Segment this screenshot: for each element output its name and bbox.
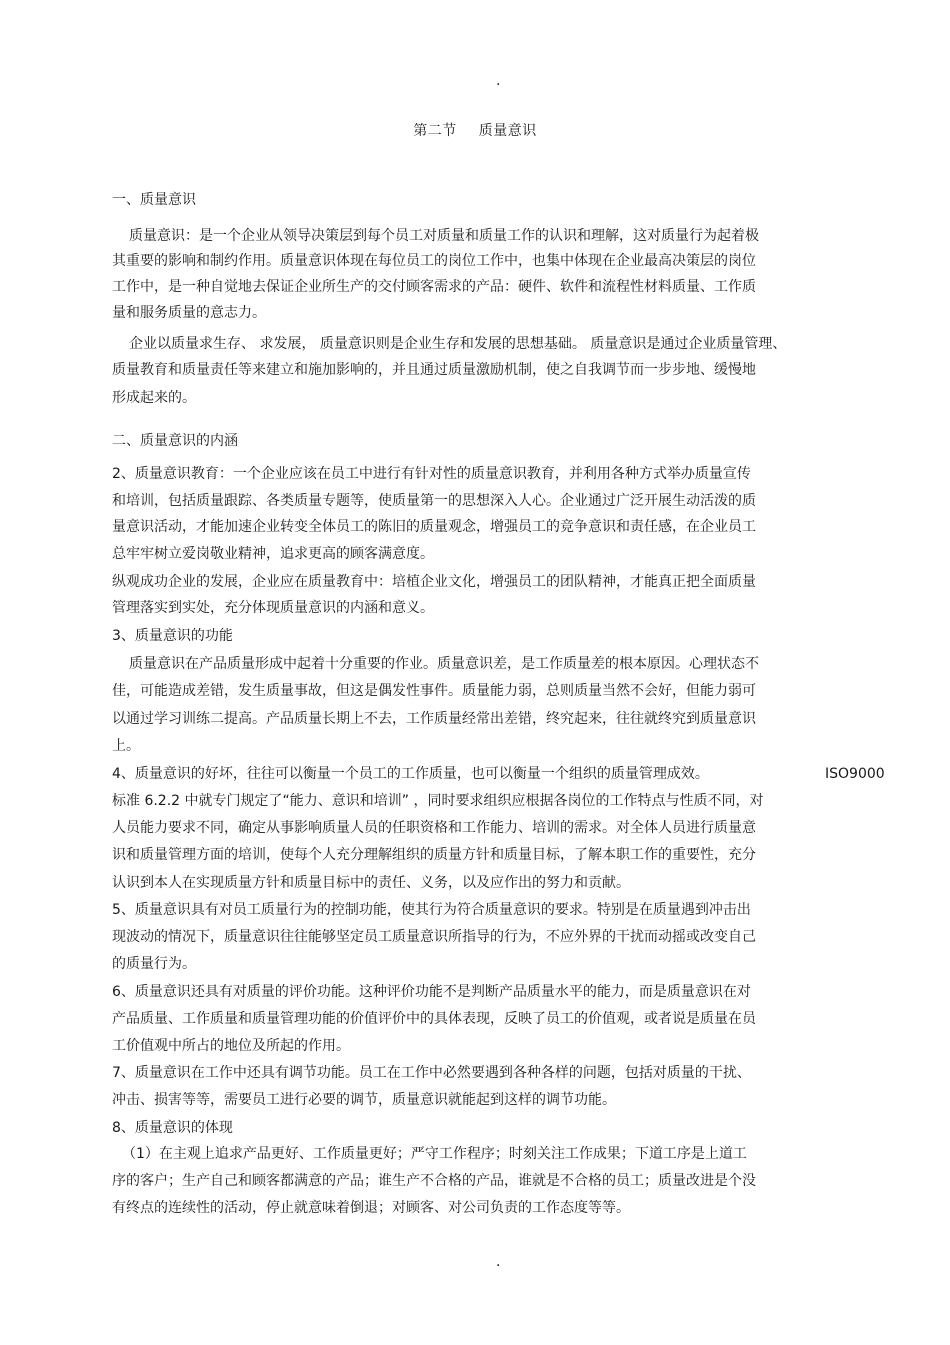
header-mark: . [496, 73, 501, 89]
iso-label: ISO9000 [825, 766, 885, 782]
paragraph-line: 6、质量意识还具有对质量的评价功能。这种评价功能不是判断产品质量水平的能力，而是质量意识在对 [112, 984, 751, 1000]
paragraph-line: 量意识活动，才能加速企业转变全体员工的陈旧的质量观念，增强员工的竞争意识和责任感，在企业员工 [112, 519, 756, 535]
heading-1: 一、质量意识 [112, 192, 196, 208]
paragraph-line: 形成起来的。 [112, 390, 196, 406]
paragraph-line: 质量教育和质量责任等来建立和施加影响的，并且通过质量激励机制，使之自我调节而一步步地、缓慢地 [112, 362, 756, 378]
section-title [0, 121, 950, 141]
paragraph-line: 以通过学习训练二提高。产品质量长期上不去，工作质量经常出差错，终究起来，往往就终究到质量意识 [112, 711, 756, 727]
paragraph-line: 5、质量意识具有对员工质量行为的控制功能，使其行为符合质量意识的要求。特别是在质量遇到冲击出 [112, 902, 751, 918]
paragraph-line: 工价值观中所占的地位及所起的作用。 [112, 1038, 350, 1054]
paragraph-line: 4、质量意识的好坏，往往可以衡量一个员工的工作质量，也可以衡量一个组织的质量管理成效。 [112, 766, 709, 782]
paragraph-line: 现波动的情况下，质量意识往往能够坚定员工质量意识所指导的行为，不应外界的干扰而动摇或改变自己 [112, 929, 756, 945]
footer-mark: . [496, 1254, 501, 1270]
paragraph-line: 人员能力要求不同，确定从事影响质量人员的任职资格和工作能力、培训的需求。对全体人员进行质量意 [112, 820, 756, 836]
heading-2: 二、质量意识的内涵 [112, 433, 238, 449]
paragraph-line: 企业以质量求生存、 求发展， 质量意识则是企业生存和发展的思想基础。 质量意识是通过企业质量管理、 [129, 336, 787, 352]
paragraph-line: 7、质量意识在工作中还具有调节功能。员工在工作中必然要遇到各种各样的问题，包括对质量的干扰、 [112, 1065, 751, 1081]
paragraph-line: 有终点的连续性的活动，停止就意味着倒退；对顾客、对公司负责的工作态度等等。 [112, 1200, 630, 1216]
paragraph-line: 2、质量意识教育：一个企业应该在员工中进行有针对性的质量意识教育，并利用各种方式举办质量宣传 [112, 466, 751, 482]
paragraph-line: 纵观成功企业的发展，企业应在质量教育中：培植企业文化，增强员工的团队精神，才能真正把全面质量 [112, 574, 756, 590]
paragraph-line: 质量意识：是一个企业从领导决策层到每个员工对质量和质量工作的认识和理解，这对质量行为起着极 [129, 228, 759, 244]
paragraph-line: 识和质量管理方面的培训，使每个人充分理解组织的质量方针和质量目标，了解本职工作的重要性，充分 [112, 847, 756, 863]
paragraph-line: 冲击、损害等等，需要员工进行必要的调节，质量意识就能起到这样的调节功能。 [112, 1092, 616, 1108]
paragraph-line: 标准 6.2.2 中就专门规定了“能力、意识和培训” ，同时要求组织应根据各岗位的工作特点与性质不同，对 [112, 793, 764, 809]
paragraph-line: 的质量行为。 [112, 956, 196, 972]
paragraph-line: 量和服务质量的意志力。 [112, 305, 266, 321]
paragraph-line: 序的客户；生产自己和顾客都满意的产品；谁生产不合格的产品，谁就是不合格的员工；质量改进是个没 [112, 1173, 756, 1189]
paragraph-line: （1）在主观上追求产品更好、工作质量更好；严守工作程序；时刻关注工作成果；下道工序是上道工 [122, 1146, 747, 1162]
section-number: 第二节 [413, 123, 457, 139]
paragraph-line: 工作中，是一种自觉地去保证企业所生产的交付顾客需求的产品：硬件、软件和流程性材料质量、工作质 [112, 279, 756, 295]
paragraph-line: 其重要的影响和制约作用。质量意识体现在每位员工的岗位工作中，也集中体现在企业最高决策层的岗位 [112, 253, 756, 269]
paragraph-line: 和培训，包括质量跟踪、各类质量专题等，使质量第一的思想深入人心。企业通过广泛开展生动活泼的质 [112, 493, 756, 509]
paragraph-line: 上。 [112, 738, 140, 754]
paragraph-line: 产品质量、工作质量和质量管理功能的价值评价中的具体表现，反映了员工的价值观，或者说是质量在员 [112, 1011, 756, 1027]
paragraph-line: 认识到本人在实现质量方针和质量目标中的责任、义务，以及应作出的努力和贡献。 [112, 875, 630, 891]
paragraph-line: 8、质量意识的体现 [112, 1120, 233, 1136]
paragraph-line: 总牢牢树立爱岗敬业精神，追求更高的顾客满意度。 [112, 546, 434, 562]
section-heading: 质量意识 [478, 123, 537, 139]
paragraph-line: 佳，可能造成差错，发生质量事故，但这是偶发性事件。质量能力弱，总则质量当然不会好，但能力弱可 [112, 683, 756, 699]
paragraph-line: 3、质量意识的功能 [112, 628, 233, 644]
paragraph-line: 质量意识在产品质量形成中起着十分重要的作业。质量意识差，是工作质量差的根本原因。心理状态不 [129, 656, 759, 672]
paragraph-line: 管理落实到实处，充分体现质量意识的内涵和意义。 [112, 600, 434, 616]
